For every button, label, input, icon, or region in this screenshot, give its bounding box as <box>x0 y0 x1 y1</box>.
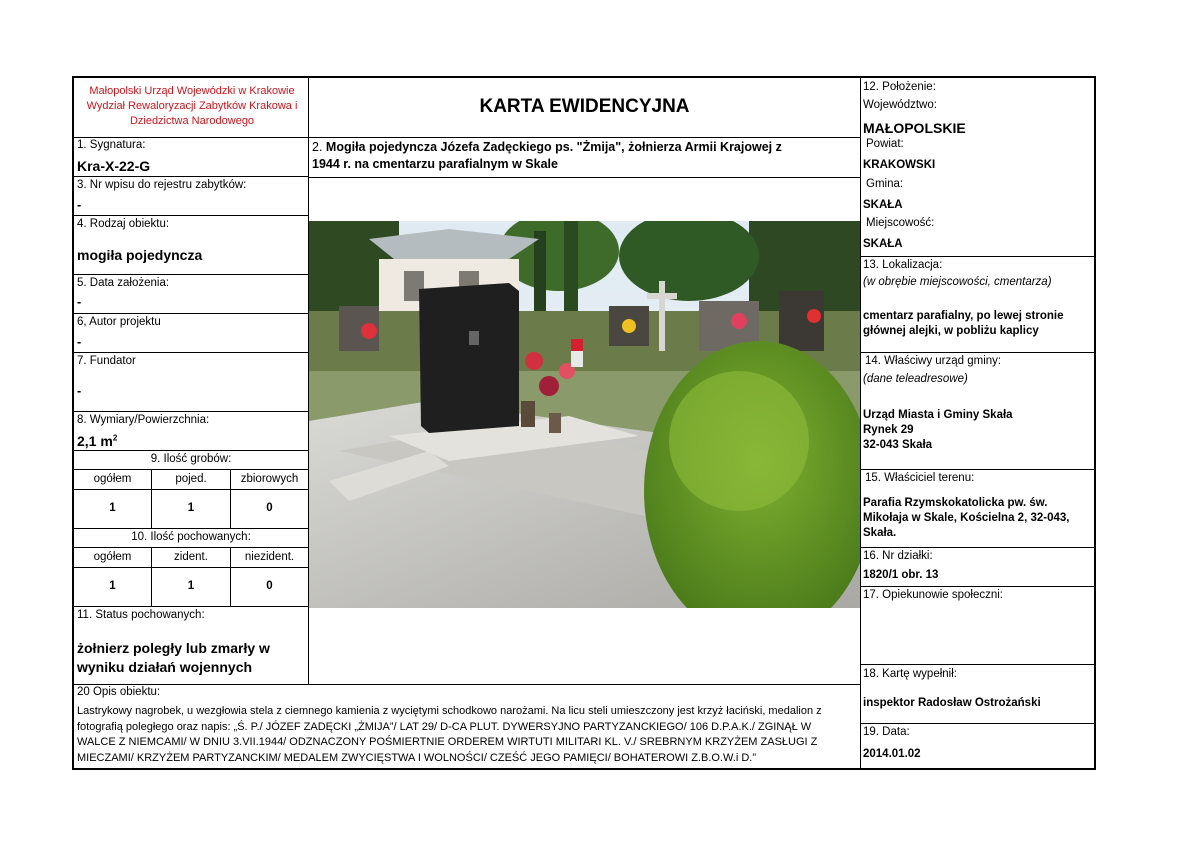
lokalizacja-value <box>863 309 1063 339</box>
wlasciciel-line: Parafia Rzymskokatolicka pw. św. <box>863 497 1048 509</box>
record-card <box>72 76 1096 770</box>
pochowanych-value: 1 <box>109 580 116 592</box>
urzad-line: Urząd Miasta i Gminy Skała <box>863 409 1013 421</box>
data-zalozenia-value: - <box>77 295 82 309</box>
obiekt-line-1: Mogiła pojedyncza Józefa Zadęckiego ps. "Żmija", żołnierza Armii Krajowej z <box>325 140 782 154</box>
lokalizacja-line: cmentarz parafialny, po lewej stronie <box>863 310 1064 322</box>
grobow-header: pojed. <box>175 473 207 485</box>
wymiary-unit-exponent: 2 <box>112 433 118 443</box>
opis-line: MIECZAMI/ KRZYŻEM PARTYZANCKIM/ MEDALEM ZWYCIĘSTWA I WOLNOŚCI/ CZEŚĆ JEGO PAMIĘCI/ BOHATEROWI Z.B.O.W.i D.” <box>77 751 756 764</box>
rodzaj-value: mogiła pojedyncza <box>77 247 203 263</box>
grobow-label: 9. Ilość grobów: <box>150 453 232 465</box>
opis-label: 20 Opis obiektu: <box>77 686 161 698</box>
obiekt-name <box>312 139 858 173</box>
opis-line: WALCE Z NIEMCAMI/ W DNIU 3.VII.1944/ ODZNACZONY POŚMIERTNIE ORDEREM WIRTUTI MILITARI KL. V./ SREBRNYM KRZYŻEM ZASŁUGI Z <box>77 736 818 748</box>
wojewodztwo-label: Województwo: <box>863 99 937 111</box>
page-title: KARTA EWIDENCYJNA <box>479 96 690 117</box>
data-wypelnienia-value: 2014.01.02 <box>863 748 921 760</box>
status-label: 11. Status pochowanych: <box>77 609 205 621</box>
wlasciciel-line: Mikołaja w Skale, Kościelna 2, 32-043, <box>863 512 1070 524</box>
rodzaj-label: 4. Rodzaj obiektu: <box>77 218 170 230</box>
wymiary-number: 2,1 m <box>77 433 113 449</box>
pochowanych-value: 0 <box>266 580 273 592</box>
status-line: żołnierz poległy lub zmarły w <box>77 640 270 656</box>
gmina-label: Gmina: <box>866 178 904 190</box>
dzialka-label: 16. Nr działki: <box>863 550 933 562</box>
wymiary-label: 8. Wymiary/Powierzchnia: <box>77 414 210 426</box>
obiekt-line-2: 1944 r. na cmentarzu parafialnym w Skale <box>312 157 558 171</box>
wymiary-value <box>77 433 117 449</box>
pochowanych-label: 10. Ilość pochowanych: <box>131 531 251 543</box>
institution-line: Wydział Rewaloryzacji Zabytków Krakowa i <box>86 100 298 112</box>
urzad-line: 32-043 Skała <box>863 439 933 451</box>
data-zalozenia-label: 5. Data założenia: <box>77 277 170 289</box>
wypelnil-label: 18. Kartę wypełnił: <box>863 668 957 680</box>
obiekt-line <box>312 139 858 156</box>
opis-line: fotografią poległego oraz napis: „Ś. P./ JÓZEF ZADĘCKI „ŻMIJA”/ LAT 29/ D-CA PLUT. DYWERSYJNO PARTYZANCKIEGO/ 106 D.P.A.K./ ZGINĄŁ W <box>77 720 812 733</box>
fundator-value: - <box>77 384 82 398</box>
sygnatura-value: Kra-X-22-G <box>77 158 151 174</box>
opis-line: Lastrykowy nagrobek, u wezgłowia stela z ciemnego kamienia z wyciętymi schodkowo narożami. Na licu steli umieszczony jest krzyż łaciński, medalion z <box>77 705 822 717</box>
obiekt-number: 2. <box>312 140 323 154</box>
wlasciciel-label: 15. Właściciel terenu: <box>865 472 975 484</box>
dzialka-value: 1820/1 obr. 13 <box>863 569 939 581</box>
grobow-header: ogółem <box>93 473 132 485</box>
status-line: wyniku działań wojennych <box>77 659 253 675</box>
status-value <box>77 639 270 677</box>
wypelnil-value: inspektor Radosław Ostrożański <box>863 697 1041 709</box>
sygnatura-label: 1. Sygnatura: <box>77 139 146 151</box>
wlasciciel-line: Skała. <box>863 527 897 539</box>
urzad-value <box>863 408 1013 453</box>
grobow-value: 1 <box>109 502 116 514</box>
urzad-line: Rynek 29 <box>863 424 914 436</box>
miejscowosc-label: Miejscowość: <box>866 217 935 229</box>
institution-line: Małopolski Urząd Wojewódzki w Krakowie <box>89 85 295 97</box>
obiekt-line <box>312 156 858 173</box>
divider <box>860 78 861 770</box>
nr-wpisu-label: 3. Nr wpisu do rejestru zabytków: <box>77 179 247 191</box>
data-wypelnienia-label: 19. Data: <box>863 726 910 738</box>
opiekunowie-label: 17. Opiekunowie społeczni: <box>863 589 1003 601</box>
powiat-value: KRAKOWSKI <box>863 159 936 171</box>
institution-header <box>76 84 308 129</box>
polozenie-label: 12. Położenie: <box>863 81 936 93</box>
fundator-label: 7. Fundator <box>77 355 136 367</box>
miejscowosc-value: SKAŁA <box>863 238 903 250</box>
grave-photo <box>309 221 860 608</box>
grobow-value: 0 <box>266 502 273 514</box>
gmina-value: SKAŁA <box>863 199 903 211</box>
lokalizacja-line: głównej alejki, w pobliżu kaplicy <box>863 325 1039 337</box>
institution-line: Dziedzictwa Narodowego <box>129 115 255 127</box>
powiat-label: Powiat: <box>866 138 904 150</box>
pochowanych-value: 1 <box>187 580 195 592</box>
nr-wpisu-value: - <box>77 198 82 212</box>
autor-label: 6, Autor projektu <box>77 316 161 328</box>
pochowanych-header: niezident. <box>244 551 295 563</box>
opis-text <box>77 704 859 766</box>
grobow-value: 1 <box>187 502 195 514</box>
lokalizacja-label: 13. Lokalizacja: <box>863 259 943 271</box>
wlasciciel-value <box>863 496 1069 541</box>
urzad-label: 14. Właściwy urząd gminy: <box>865 355 1002 367</box>
autor-value: - <box>77 335 82 349</box>
lokalizacja-hint: (w obrębie miejscowości, cmentarza) <box>863 276 1052 288</box>
pochowanych-header: zident. <box>174 551 208 563</box>
pochowanych-header: ogółem <box>93 551 132 563</box>
urzad-hint: (dane teleadresowe) <box>863 373 968 385</box>
grobow-header: zbiorowych <box>240 473 299 485</box>
wojewodztwo-value: MAŁOPOLSKIE <box>863 120 966 136</box>
